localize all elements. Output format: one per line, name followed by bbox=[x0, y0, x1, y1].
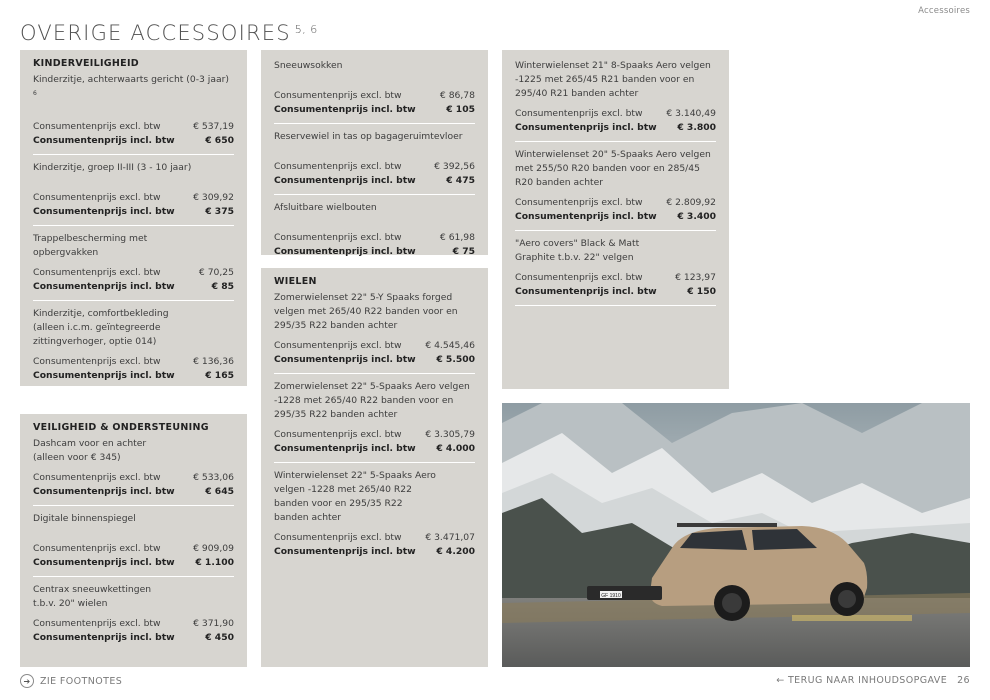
back-to-contents-link[interactable]: ← TERUG NAAR INHOUDSOPGAVE bbox=[776, 675, 948, 686]
page-title: OVERIGE ACCESSOIRES $^{5, 6}$ bbox=[20, 21, 318, 45]
footnotes-label: ZIE FOOTNOTES bbox=[40, 675, 123, 687]
price-excl-row: Consumentenprijs excl. btw € 371,90 bbox=[33, 618, 234, 629]
price-incl-row: Consumentenprijs incl. btw € 75 bbox=[274, 246, 475, 257]
price-excl-row: Consumentenprijs excl. btw € 3.140,49 bbox=[515, 108, 716, 119]
title-footnote-refs: 5, 6 bbox=[294, 23, 318, 36]
price-incl-row: Consumentenprijs incl. btw € 150 bbox=[515, 286, 716, 297]
price-excl-row: Consumentenprijs excl. btw € 309,92 bbox=[33, 192, 234, 204]
price-incl-row: Consumentenprijs incl. btw € 85 bbox=[33, 281, 234, 293]
price-excl-row: Consumentenprijs excl. btw € 537,19 bbox=[33, 121, 234, 133]
price-excl-row: Consumentenprijs excl. btw € 2.809,92 bbox=[515, 197, 716, 208]
item-description: Zomerwielenset 22" 5-Y Spaaks forged velgen met 265/40 R22 banden voor en 295/35 R22 banden achter bbox=[274, 292, 458, 331]
price-excl-row: Consumentenprijs excl. btw € 3.305,79 bbox=[274, 429, 475, 440]
list-item bbox=[274, 201, 475, 265]
price-incl-row: Consumentenprijs incl. btw € 650 bbox=[33, 135, 234, 147]
price-incl-row: Consumentenprijs incl. btw € 5.500 bbox=[274, 354, 475, 365]
item-description: Reservewiel in tas op bagageruimtevloer bbox=[274, 131, 463, 142]
item-description: Digitale binnenspiegel bbox=[33, 513, 136, 524]
panel-veiligheid-ondersteuning bbox=[20, 414, 247, 667]
item-description: Sneeuwsokken bbox=[274, 60, 343, 71]
price-incl-row: Consumentenprijs incl. btw € 475 bbox=[274, 175, 475, 186]
panel-title: KINDERVEILIGHEID bbox=[33, 58, 139, 69]
item-description: "Aero covers" Black & Matt Graphite t.b.v. 22" velgen bbox=[515, 238, 640, 263]
list-item bbox=[33, 232, 234, 301]
price-incl-row: Consumentenprijs incl. btw € 165 bbox=[33, 370, 234, 382]
item-description: Winterwielenset 22" 5-Spaaks Aero velgen -1228 met 265/40 R22 banden voor en 295/35 R22 banden achter bbox=[274, 470, 436, 523]
price-incl-row: Consumentenprijs incl. btw € 4.200 bbox=[274, 546, 475, 557]
panel-title: WIELEN bbox=[274, 276, 317, 287]
price-excl-row: Consumentenprijs excl. btw € 70,25 bbox=[33, 267, 234, 279]
price-excl-row: Consumentenprijs excl. btw € 86,78 bbox=[274, 90, 475, 101]
list-item bbox=[274, 469, 475, 565]
list-item bbox=[33, 583, 234, 651]
panel-wielen bbox=[261, 268, 488, 667]
price-incl-row: Consumentenprijs incl. btw € 450 bbox=[33, 632, 234, 643]
list-item bbox=[33, 73, 234, 155]
list-item bbox=[274, 59, 475, 124]
footnotes-link[interactable] bbox=[20, 674, 122, 688]
arrow-right-icon: ➔ bbox=[20, 674, 34, 688]
price-excl-row: Consumentenprijs excl. btw € 61,98 bbox=[274, 232, 475, 243]
list-item bbox=[274, 130, 475, 195]
price-incl-row: Consumentenprijs incl. btw € 3.400 bbox=[515, 211, 716, 222]
panel-overige bbox=[261, 50, 488, 255]
list-item bbox=[33, 307, 234, 389]
footnote-ref: 6 bbox=[33, 90, 37, 97]
list-item bbox=[515, 59, 716, 142]
list-item bbox=[515, 148, 716, 231]
panel-kinderveiligheid bbox=[20, 50, 247, 386]
price-incl-row: Consumentenprijs incl. btw € 1.100 bbox=[33, 557, 234, 568]
section-label: Accessoires bbox=[918, 6, 970, 16]
item-description: Zomerwielenset 22" 5-Spaaks Aero velgen -1228 met 265/40 R22 banden voor en 295/35 R22 banden achter bbox=[274, 381, 470, 420]
item-description: Afsluitbare wielbouten bbox=[274, 202, 377, 213]
item-description: Centrax sneeuwkettingen t.b.v. 20" wielen bbox=[33, 584, 152, 609]
list-item bbox=[274, 380, 475, 463]
car-photo bbox=[502, 403, 970, 667]
page-footer-right bbox=[776, 675, 970, 686]
item-description: Trappelbescherming met opbergvakken bbox=[33, 233, 148, 259]
price-incl-row: Consumentenprijs incl. btw € 3.800 bbox=[515, 122, 716, 133]
item-description: Kinderzitje, groep II-III (3 - 10 jaar) bbox=[33, 162, 192, 174]
price-excl-row: Consumentenprijs excl. btw € 3.471,07 bbox=[274, 532, 475, 543]
price-excl-row: Consumentenprijs excl. btw € 123,97 bbox=[515, 272, 716, 283]
price-excl-row: Consumentenprijs excl. btw € 909,09 bbox=[33, 543, 234, 554]
price-incl-row: Consumentenprijs incl. btw € 4.000 bbox=[274, 443, 475, 454]
panel-title: VEILIGHEID & ONDERSTEUNING bbox=[33, 422, 209, 433]
price-excl-row: Consumentenprijs excl. btw € 4.545,46 bbox=[274, 340, 475, 351]
list-item bbox=[515, 237, 716, 306]
item-description: Kinderzitje, achterwaarts gericht (0-3 jaar) $^6$ bbox=[33, 74, 229, 97]
item-description: Kinderzitje, comfortbekleding (alleen i.c.m. geïntegreerde zittingverhoger, optie 014) bbox=[33, 308, 169, 348]
list-item bbox=[33, 437, 234, 506]
list-item bbox=[274, 291, 475, 374]
license-plate: GF 1910 bbox=[601, 593, 621, 599]
item-description: Winterwielenset 21" 8-Spaaks Aero velgen -1225 met 265/45 R21 banden voor en 295/40 R21 banden achter bbox=[515, 60, 711, 99]
item-description: Winterwielenset 20" 5-Spaaks Aero velgen met 255/50 R20 banden voor en 285/45 R20 banden achter bbox=[515, 149, 711, 188]
item-description: Dashcam voor en achter (alleen voor € 345) bbox=[33, 438, 147, 463]
price-excl-row: Consumentenprijs excl. btw € 533,06 bbox=[33, 472, 234, 483]
list-item bbox=[33, 512, 234, 577]
price-excl-row: Consumentenprijs excl. btw € 392,56 bbox=[274, 161, 475, 172]
price-incl-row: Consumentenprijs incl. btw € 105 bbox=[274, 104, 475, 115]
panel-winterwielen bbox=[502, 50, 729, 389]
page-number: 26 bbox=[957, 675, 970, 686]
price-excl-row: Consumentenprijs excl. btw € 136,36 bbox=[33, 356, 234, 368]
price-incl-row: Consumentenprijs incl. btw € 375 bbox=[33, 206, 234, 218]
list-item bbox=[33, 161, 234, 226]
price-incl-row: Consumentenprijs incl. btw € 645 bbox=[33, 486, 234, 497]
